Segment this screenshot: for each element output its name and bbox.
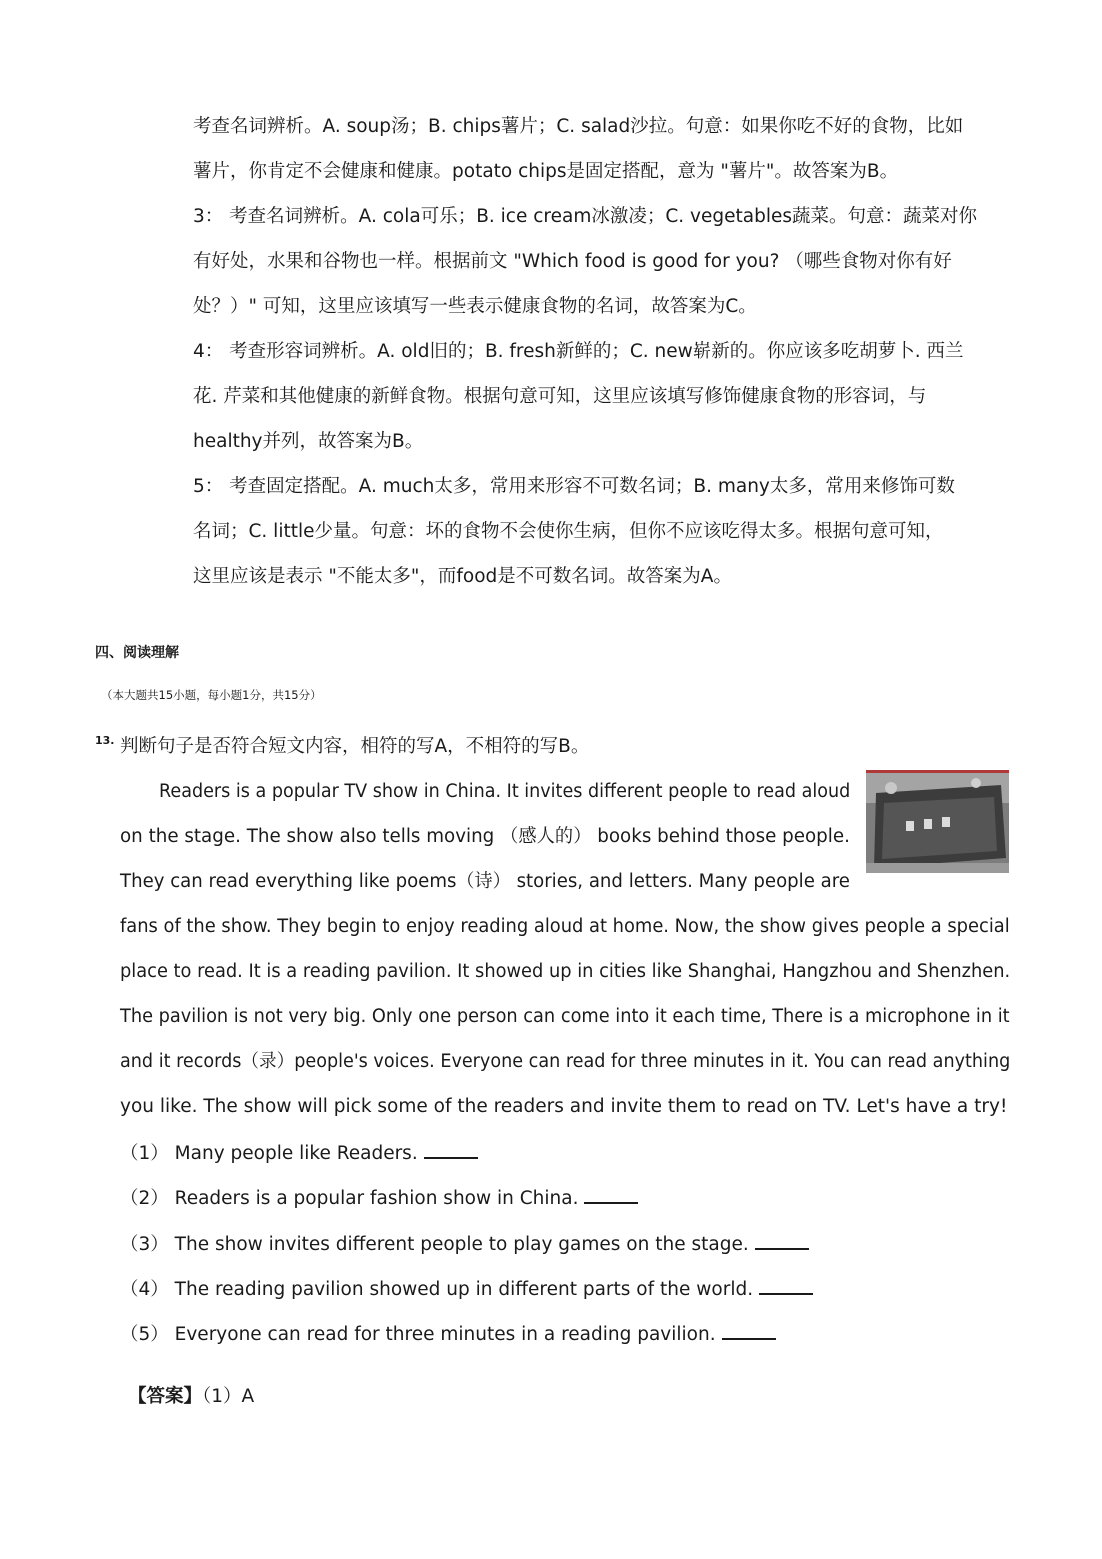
item-number: （2） [120, 1188, 169, 1209]
question-instruction: 判断句子是否符合短文内容，相符的写A，不相符的写B。 [120, 736, 590, 757]
explanation-line: 5： 考查固定搭配。A. much太多，常用来形容不可数名词；B. many太多，常用来修饰可数 [193, 476, 955, 497]
item-number: （1） [120, 1143, 169, 1164]
section-note: （本大题共15小题，每小题1分，共15分） [101, 688, 322, 702]
question-item [120, 1277, 813, 1302]
question-item [120, 1141, 478, 1166]
explanation-line: healthy并列，故答案为B。 [193, 431, 424, 452]
answer-blank[interactable] [759, 1277, 813, 1295]
question-item [120, 1232, 809, 1257]
explanation-line: 花. 芹菜和其他健康的新鲜食物。根据句意可知，这里应该填写修饰健康食物的形容词，与 [193, 386, 927, 407]
item-text: Many people like Readers. [174, 1143, 418, 1164]
explanation-line: 3： 考查名词辨析。A. cola可乐；B. ice cream冰激凌；C. vegetables蔬菜。句意：蔬菜对你 [193, 206, 977, 227]
explanation-line: 4： 考查形容词辨析。A. old旧的；B. fresh新鲜的；C. new崭新的。你应该多吃胡萝卜. 西兰 [193, 341, 964, 362]
answer-value: （1）A [202, 1386, 255, 1407]
reading-pavilion-image [866, 773, 1009, 873]
question-item [120, 1186, 638, 1211]
passage-line: The pavilion is not very big. Only one person can come into it each time, There is a microphone in it [120, 1006, 1010, 1027]
passage-line: Readers is a popular TV show in China. It invites different people to read aloud [159, 781, 851, 802]
item-text: Everyone can read for three minutes in a reading pavilion. [174, 1324, 716, 1345]
passage-line: on the stage. The show also tells moving （感人的） books behind those people. [120, 826, 850, 847]
passage-line: fans of the show. They begin to enjoy reading aloud at home. Now, the show gives people a special [120, 916, 1010, 937]
answer-blank[interactable] [755, 1232, 809, 1250]
passage-line: you like. The show will pick some of the readers and invite them to read on TV. Let's have a try! [120, 1096, 1008, 1117]
item-number: （4） [120, 1279, 169, 1300]
answer-blank[interactable] [584, 1186, 638, 1204]
explanation-line: 薯片，你肯定不会健康和健康。potato chips是固定搭配，意为 "薯片"。故答案为B。 [193, 161, 899, 182]
passage-line: and it records（录）people's voices. Everyone can read for three minutes in it. You can read anything [120, 1051, 1011, 1072]
answer-blank[interactable] [424, 1141, 478, 1159]
explanation-line: 这里应该是表示 "不能太多"，而food是不可数名词。故答案为A。 [193, 566, 732, 587]
item-text: Readers is a popular fashion show in China. [174, 1188, 579, 1209]
question-number: 13. [95, 734, 115, 747]
passage-photo [866, 770, 1009, 873]
passage-line: place to read. It is a reading pavilion. It showed up in cities like Shanghai, Hangzhou and Shenzhen. [120, 961, 1011, 982]
explanation-line: 名词；C. little少量。句意：坏的食物不会使你生病，但你不应该吃得太多。根据句意可知， [193, 521, 944, 542]
item-text: The reading pavilion showed up in different parts of the world. [174, 1279, 754, 1300]
passage-line: They can read everything like poems（诗） stories, and letters. Many people are [120, 871, 850, 892]
item-number: （3） [120, 1234, 169, 1255]
explanation-line: 处？）" 可知，这里应该填写一些表示健康食物的名词，故答案为C。 [193, 296, 757, 317]
item-text: The show invites different people to play games on the stage. [174, 1234, 749, 1255]
explanation-line: 有好处，水果和谷物也一样。根据前文 "Which food is good for you? （哪些食物对你有好 [193, 251, 952, 272]
item-number: （5） [120, 1324, 169, 1345]
question-item [120, 1322, 776, 1347]
answer-line [128, 1385, 254, 1409]
section-title: 四、阅读理解 [95, 645, 179, 661]
explanation-line: 考查名词辨析。A. soup汤；B. chips薯片；C. salad沙拉。句意：如果你吃不好的食物，比如 [193, 116, 964, 137]
answer-label: 【答案】 [128, 1386, 203, 1407]
answer-blank[interactable] [722, 1322, 776, 1340]
